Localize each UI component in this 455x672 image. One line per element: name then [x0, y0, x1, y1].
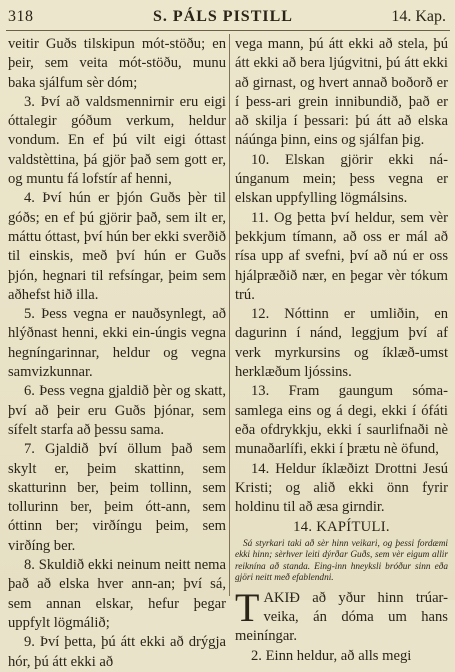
running-header	[8, 6, 448, 32]
chapter-indicator: 14. Kap.	[391, 8, 446, 25]
verse-paragraph: vega mann, þú átt ekki að stela, þú átt ekki að bera ljúgvitni, þú átt ekki að girnast, og hvert annað boðorð er í þess-ari grein innibundið, það er að skilja í þessari: þú átt að elska náúnga þinn, eins og sjálfan þig.	[235, 36, 448, 149]
verse-paragraph: 12. Nóttinn er umliðin, en dagurinn í nánd, leggjum því af verk myrkursins og íklæð-umst herklæðum ljóssins.	[235, 306, 448, 381]
verse-paragraph: 7. Gjaldið því öllum það sem skylt er, þeim skattinn, sem skatturinn ber, þeim tollinn, sem tollurinn ber, þeim ótt-ann, sem óttinn ber; virðíngu þeim, sem virðíng ber.	[8, 441, 226, 554]
left-column	[8, 35, 226, 670]
verse-paragraph: 13. Fram gaungum sóma-samlega eins og á degi, ekki í ófáti eða ofdrykkju, ekki í saurlifnaði nè munaðarlífi, ekki í þrætu nè öfund,	[235, 383, 448, 458]
column-divider	[229, 34, 230, 596]
verse-paragraph: 3. Því að valdsmennirnir eru eigi óttalegir góðum verkum, heldur vondum. En ef þú vilt eigi óttast valdstèttina, þá gjör það sem gott er, og muntu fá lofstír af henni,	[8, 93, 226, 188]
verse-paragraph: 9. Því þetta, þú átt ekki að drýgja hór, þú átt ekki að	[8, 634, 226, 670]
verse-paragraph: 5. Þess vegna er nauðsynlegt, að hlýðnast henni, ekki ein-úngis vegna hegníngarinnar, heldur og vegna samvizkunnar.	[8, 306, 226, 381]
running-title: S. PÁLS PISTILL	[153, 8, 293, 25]
verse-2: 2. Einn heldur, að alls megi	[251, 647, 412, 664]
verse-paragraph: 4. Því hún er þjón Guðs þèr til góðs; en ef þú gjörir það, sem ilt er, máttu óttast, því hún ber ekki sverðið til einskis, með því hún er Guðs þjón, hegnari til refsíngar, þeim sem aðhefst hið illa.	[8, 190, 226, 303]
right-column	[235, 35, 448, 664]
page-number: 318	[8, 8, 34, 25]
verse-paragraph: veitir Guðs tilskipun mót-stöðu; en þeir, sem veita mót-stöðu, munu baka sjálfum sèr dóm;	[8, 36, 226, 91]
verse-paragraph: 8. Skuldið ekki neinum neitt nema það að elska hver ann-an; því sá, sem annan elskar, hefur þegar uppfylt lögmálið;	[8, 557, 226, 631]
chapter-summary: Sá styrkari taki að sèr hinn veikari, og þessi fordæmi ekki hinn; sèrhver leiti dýrðar Guðs, sem vèr eigum allir reiknína að standa. Eing-inn hneyksli bróður sinn eða gjöri neitt með efablendni.	[235, 538, 448, 584]
verse-paragraph: 10. Elskan gjörir ekki ná-únganum mein; þess vegna er elskan uppfylling lögmálsins.	[235, 151, 448, 207]
verse-paragraph: 14. Heldur íklæðizt Drottni Jesú Kristi; og alið ekki önn fyrir holdinu til að æsa girndir.	[235, 460, 448, 516]
header-rule	[6, 30, 450, 31]
chapter-heading: 14. KAPÍTULI.	[293, 519, 390, 536]
verse-paragraph: 11. Og þetta því heldur, sem vèr þekkjum tímann, að oss er mál að rísa upp af svefni, því að nú er oss hjálpræðið nær, en þegar vèr tókum trú.	[235, 209, 448, 303]
drop-cap: T	[235, 584, 260, 630]
verse-paragraph: 6. Þess vegna gjaldið þèr og skatt, því að þeir eru Guðs þjónar, sem sífelt starfa að þessu sama.	[8, 383, 226, 438]
verse-1-text: AKIÐ að yður hinn trúar-veika, án dóma um hans meiníngar.	[235, 589, 448, 645]
verse-1	[235, 584, 448, 647]
